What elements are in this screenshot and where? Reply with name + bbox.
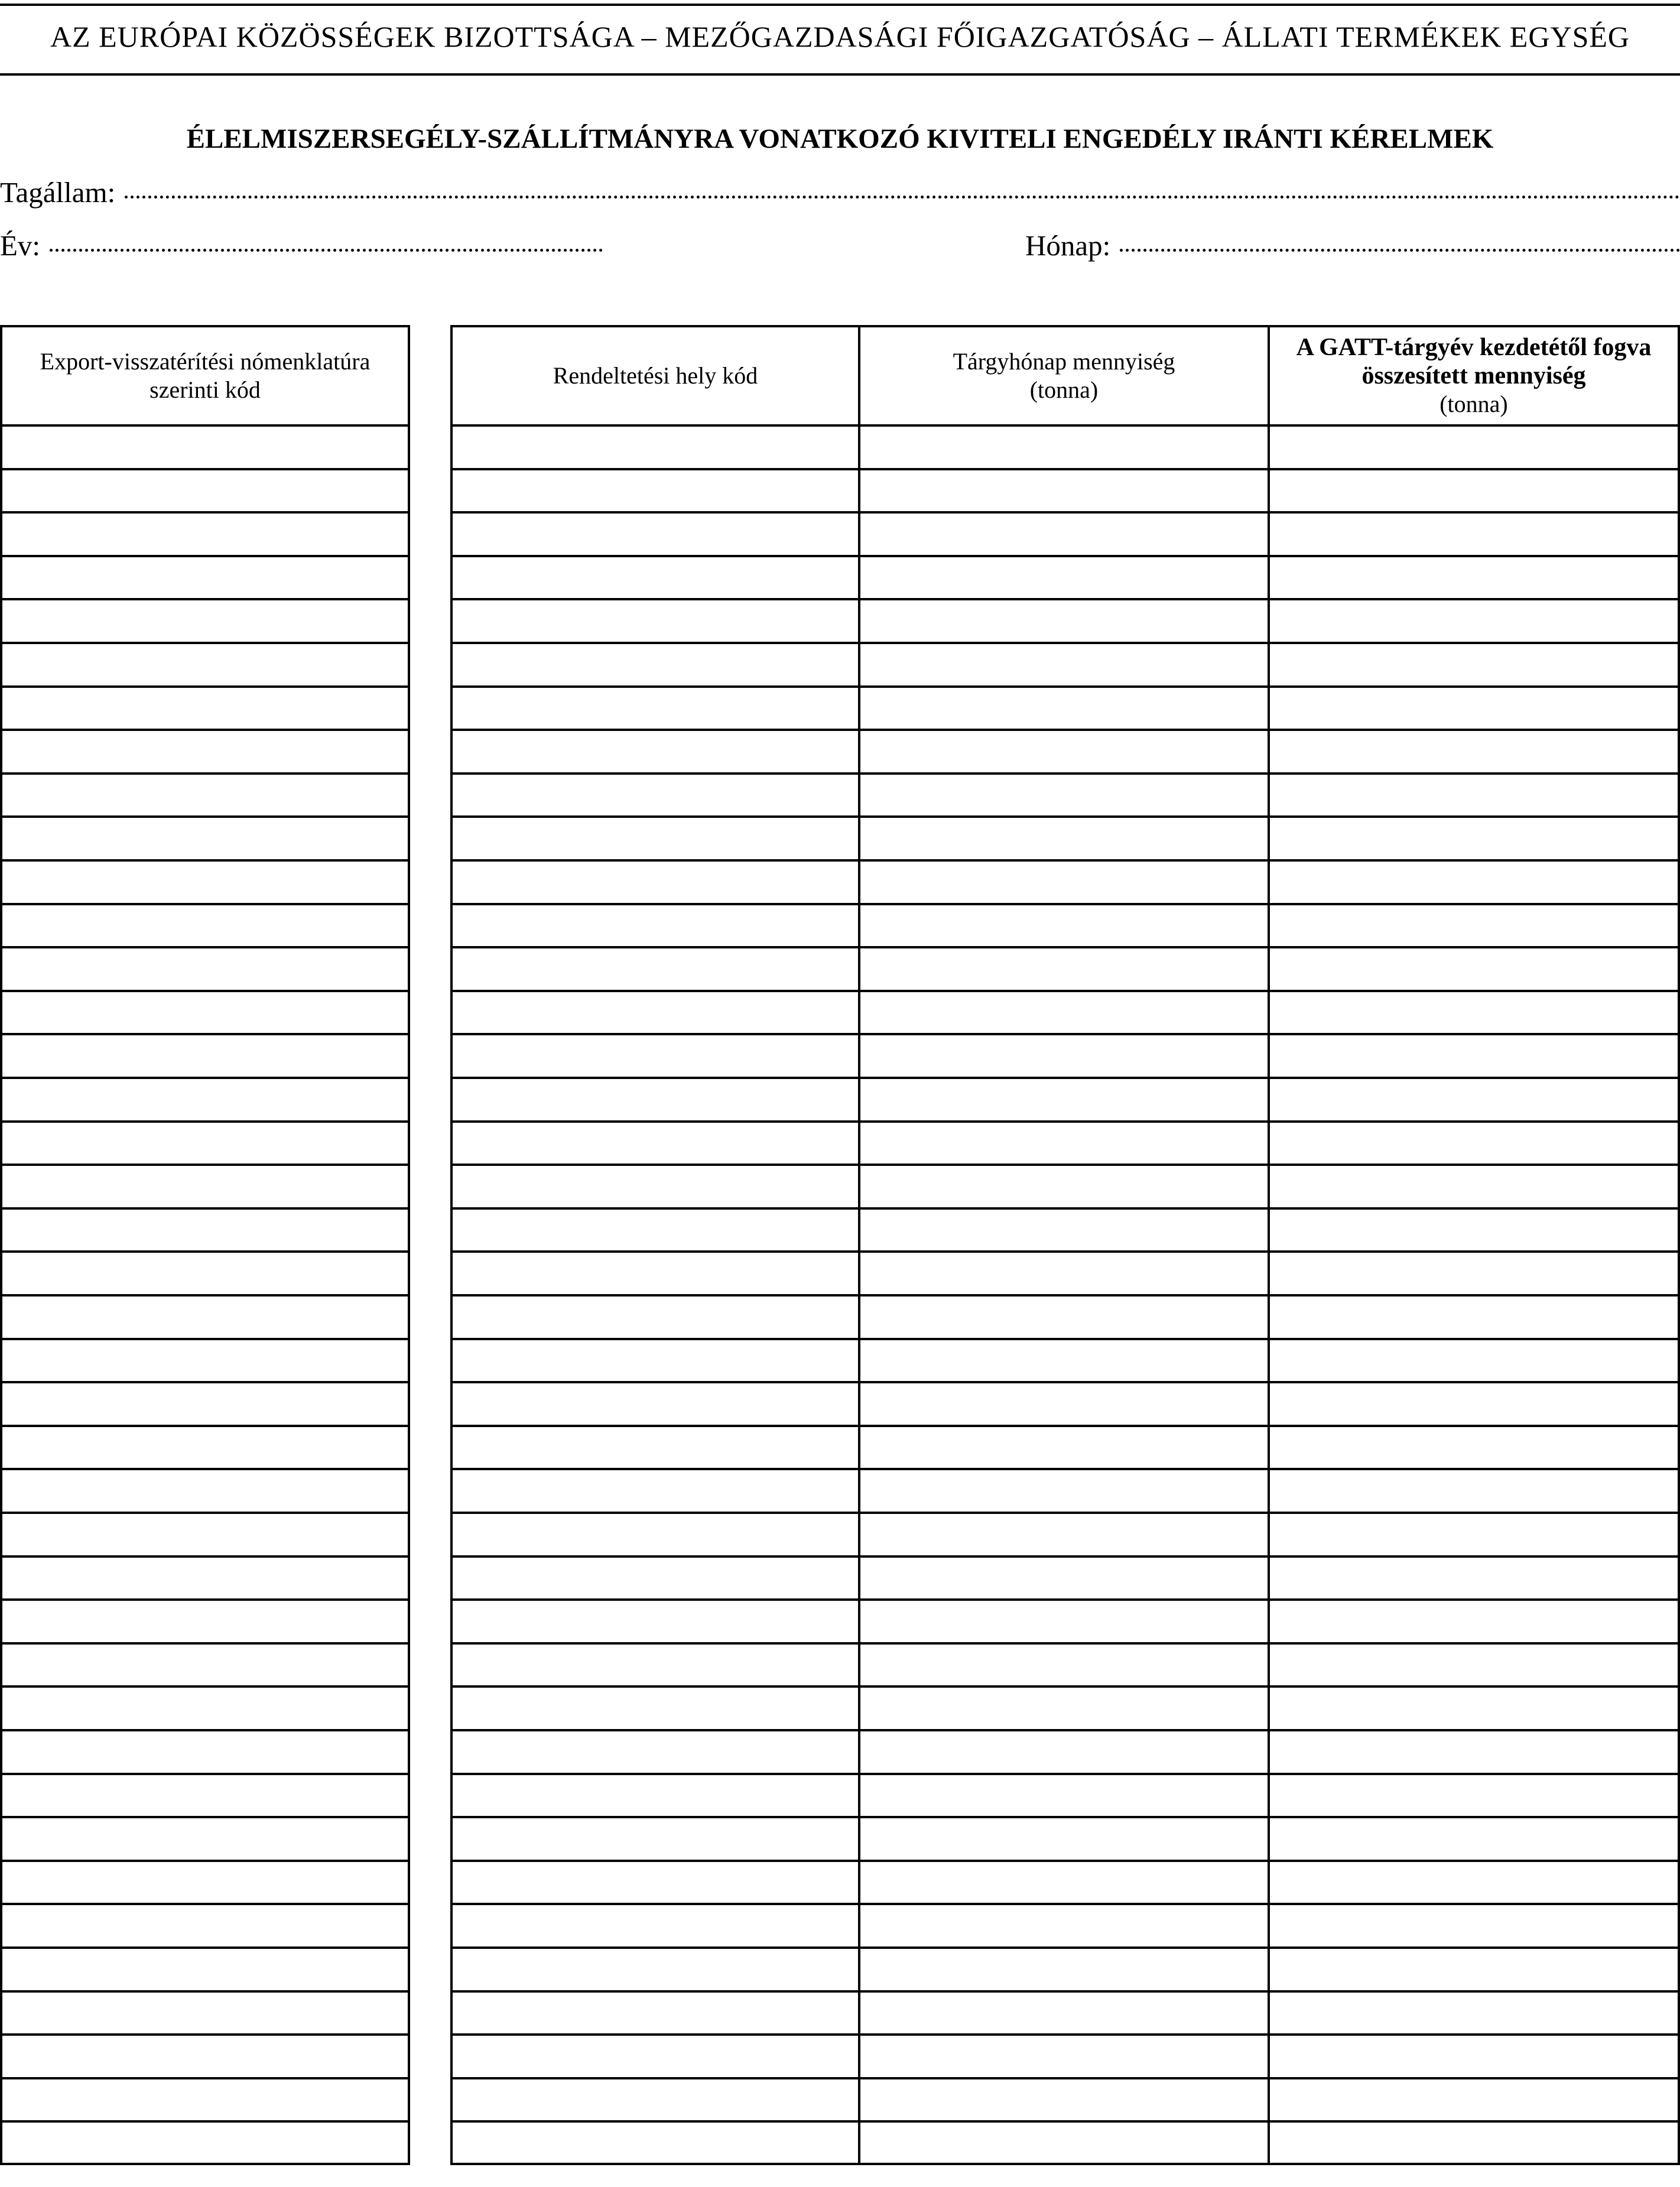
destination-code-cell[interactable] [450, 1946, 858, 1990]
month-quantity-cell[interactable] [858, 1773, 1268, 1816]
cumulative-quantity-cell[interactable] [1268, 1077, 1680, 1120]
month-quantity-cell[interactable] [858, 424, 1268, 468]
cumulative-quantity-cell[interactable] [1268, 1338, 1680, 1382]
month-label: Hónap: [1025, 229, 1111, 262]
column-header-nomenclature [0, 325, 410, 424]
nomenclature-code-cell[interactable] [0, 424, 410, 468]
nomenclature-code-cell[interactable] [0, 1773, 410, 1816]
nomenclature-code-cell[interactable] [0, 946, 410, 990]
cumulative-quantity-cell[interactable] [1268, 990, 1680, 1034]
month-quantity-cell[interactable] [858, 1990, 1268, 2034]
column-header-destination [450, 325, 858, 424]
destination-code-cell[interactable] [450, 1512, 858, 1555]
month-quantity-cell[interactable] [858, 1381, 1268, 1425]
destination-code-cell[interactable] [450, 511, 858, 555]
month-quantity-cell[interactable] [858, 1120, 1268, 1164]
month-quantity-cell[interactable] [858, 946, 1268, 990]
month-quantity-cell[interactable] [858, 1294, 1268, 1338]
destination-code-cell[interactable] [450, 598, 858, 642]
destination-code-cell[interactable] [450, 1598, 858, 1642]
cumulative-quantity-cell[interactable] [1268, 1946, 1680, 1990]
month-quantity-cell[interactable] [858, 1250, 1268, 1294]
nomenclature-code-cell[interactable] [0, 1207, 410, 1251]
column-header-cumulative-line2: összesített mennyiség [1361, 362, 1586, 389]
cumulative-quantity-cell[interactable] [1268, 555, 1680, 599]
cumulative-quantity-cell[interactable] [1268, 1555, 1680, 1599]
cumulative-quantity-cell[interactable] [1268, 1207, 1680, 1251]
cumulative-quantity-cell[interactable] [1268, 511, 1680, 555]
cumulative-quantity-cell[interactable] [1268, 1642, 1680, 1686]
destination-code-cell[interactable] [450, 1381, 858, 1425]
cumulative-quantity-cell[interactable] [1268, 2033, 1680, 2077]
year-field[interactable] [0, 228, 603, 264]
destination-code-cell[interactable] [450, 1425, 858, 1468]
destination-code-cell[interactable] [450, 946, 858, 990]
cumulative-quantity-cell[interactable] [1268, 1598, 1680, 1642]
destination-code-cell[interactable] [450, 1120, 858, 1164]
destination-code-cell[interactable] [450, 1729, 858, 1773]
cumulative-quantity-cell[interactable] [1268, 1294, 1680, 1338]
month-quantity-cell[interactable] [858, 1077, 1268, 1120]
destination-code-cell[interactable] [450, 1250, 858, 1294]
destination-code-cell[interactable] [450, 2033, 858, 2077]
destination-code-cell[interactable] [450, 1642, 858, 1686]
month-quantity-cell[interactable] [858, 468, 1268, 512]
destination-code-cell[interactable] [450, 1164, 858, 1207]
cumulative-quantity-cell[interactable] [1268, 1773, 1680, 1816]
month-quantity-cell[interactable] [858, 1468, 1268, 1512]
cumulative-quantity-cell[interactable] [1268, 859, 1680, 903]
destination-code-cell[interactable] [450, 1555, 858, 1599]
destination-code-cell[interactable] [450, 1207, 858, 1251]
month-quantity-cell[interactable] [858, 772, 1268, 816]
month-quantity-cell[interactable] [858, 642, 1268, 685]
destination-code-cell[interactable] [450, 424, 858, 468]
cumulative-quantity-cell[interactable] [1268, 642, 1680, 685]
cumulative-quantity-cell[interactable] [1268, 685, 1680, 729]
month-quantity-cell[interactable] [858, 1946, 1268, 1990]
cumulative-quantity-cell[interactable] [1268, 729, 1680, 772]
month-quantity-cell[interactable] [858, 859, 1268, 903]
nomenclature-code-cell[interactable] [0, 511, 410, 555]
nomenclature-code-cell[interactable] [0, 468, 410, 512]
destination-code-cell[interactable] [450, 2120, 858, 2165]
nomenclature-code-cell[interactable] [0, 1033, 410, 1077]
column-header-nomenclature-line1: Export-visszatérítési nómenklatúra [40, 348, 371, 375]
nomenclature-code-cell[interactable] [0, 1903, 410, 1946]
month-quantity-cell[interactable] [858, 1425, 1268, 1468]
nomenclature-code-cell[interactable] [0, 1685, 410, 1729]
column-header-nomenclature-line2: szerinti kód [150, 376, 261, 403]
nomenclature-code-cell[interactable] [0, 2120, 410, 2165]
month-quantity-cell[interactable] [858, 990, 1268, 1034]
nomenclature-code-cell[interactable] [0, 1120, 410, 1164]
nomenclature-code-cell[interactable] [0, 1816, 410, 1860]
nomenclature-code-cell[interactable] [0, 2077, 410, 2121]
month-quantity-cell[interactable] [858, 1729, 1268, 1773]
nomenclature-code-cell[interactable] [0, 1555, 410, 1599]
destination-code-cell[interactable] [450, 1685, 858, 1729]
month-quantity-cell[interactable] [858, 1598, 1268, 1642]
nomenclature-code-cell[interactable] [0, 903, 410, 947]
nomenclature-code-cell[interactable] [0, 1642, 410, 1686]
cumulative-quantity-cell[interactable] [1268, 424, 1680, 468]
cumulative-quantity-cell[interactable] [1268, 1816, 1680, 1860]
destination-code-cell[interactable] [450, 685, 858, 729]
column-header-month-quantity-line1: Tárgyhónap mennyiség [953, 348, 1175, 375]
cumulative-quantity-cell[interactable] [1268, 1860, 1680, 1903]
month-quantity-cell[interactable] [858, 903, 1268, 947]
cumulative-quantity-cell[interactable] [1268, 1120, 1680, 1164]
cumulative-quantity-cell[interactable] [1268, 1990, 1680, 2034]
nomenclature-code-cell[interactable] [0, 859, 410, 903]
cumulative-quantity-cell[interactable] [1268, 1685, 1680, 1729]
nomenclature-code-cell[interactable] [0, 815, 410, 859]
member-state-input-line[interactable] [125, 174, 1680, 199]
cumulative-quantity-cell[interactable] [1268, 1250, 1680, 1294]
destination-code-cell[interactable] [450, 642, 858, 685]
cumulative-quantity-cell[interactable] [1268, 1425, 1680, 1468]
nomenclature-code-cell[interactable] [0, 1729, 410, 1773]
nomenclature-code-cell[interactable] [0, 555, 410, 599]
destination-code-cell[interactable] [450, 859, 858, 903]
column-header-cumulative-line1: A GATT-tárgyév kezdetétől fogva [1296, 334, 1652, 361]
destination-code-cell[interactable] [450, 468, 858, 512]
nomenclature-code-cell[interactable] [0, 1294, 410, 1338]
column-header-destination-text: Rendeltetési hely kód [553, 362, 758, 389]
nomenclature-code-cell[interactable] [0, 1164, 410, 1207]
month-quantity-cell[interactable] [858, 815, 1268, 859]
cumulative-quantity-cell[interactable] [1268, 903, 1680, 947]
nomenclature-code-cell[interactable] [0, 1077, 410, 1120]
month-quantity-cell[interactable] [858, 555, 1268, 599]
cumulative-quantity-cell[interactable] [1268, 2120, 1680, 2165]
month-quantity-cell[interactable] [858, 1164, 1268, 1207]
destination-code-cell[interactable] [450, 1338, 858, 1382]
destination-code-cell[interactable] [450, 1773, 858, 1816]
nomenclature-code-cell[interactable] [0, 1425, 410, 1468]
destination-code-cell[interactable] [450, 1903, 858, 1946]
destination-code-cell[interactable] [450, 903, 858, 947]
destination-code-cell[interactable] [450, 1990, 858, 2034]
nomenclature-code-cell[interactable] [0, 2033, 410, 2077]
month-quantity-cell[interactable] [858, 1685, 1268, 1729]
header-rule [0, 73, 1680, 76]
destination-code-cell[interactable] [450, 772, 858, 816]
nomenclature-code-cell[interactable] [0, 1381, 410, 1425]
cumulative-quantity-cell[interactable] [1268, 772, 1680, 816]
destination-code-cell[interactable] [450, 815, 858, 859]
nomenclature-code-cell[interactable] [0, 990, 410, 1034]
nomenclature-code-cell[interactable] [0, 685, 410, 729]
month-quantity-cell[interactable] [858, 2077, 1268, 2121]
cumulative-quantity-cell[interactable] [1268, 815, 1680, 859]
column-header-month-quantity-line2: (tonna) [1029, 376, 1099, 403]
column-header-cumulative-quantity [1268, 325, 1680, 424]
nomenclature-code-cell[interactable] [0, 598, 410, 642]
month-quantity-cell[interactable] [858, 1642, 1268, 1686]
nomenclature-code-cell[interactable] [0, 642, 410, 685]
cumulative-quantity-cell[interactable] [1268, 598, 1680, 642]
cumulative-quantity-cell[interactable] [1268, 1381, 1680, 1425]
department-header: AZ EURÓPAI KÖZÖSSÉGEK BIZOTTSÁGA – MEZŐGAZDASÁGI FŐIGAZGATÓSÁG – ÁLLATI TERMÉKEK EGYSÉG [50, 20, 1630, 53]
nomenclature-code-cell[interactable] [0, 1990, 410, 2034]
destination-code-cell[interactable] [450, 1033, 858, 1077]
member-state-field[interactable] [0, 175, 1680, 210]
nomenclature-code-cell[interactable] [0, 772, 410, 816]
year-label: Év: [0, 229, 41, 262]
month-quantity-cell[interactable] [858, 1555, 1268, 1599]
month-quantity-cell[interactable] [858, 1860, 1268, 1903]
month-quantity-cell[interactable] [858, 1033, 1268, 1077]
nomenclature-code-table [0, 325, 410, 2165]
cumulative-quantity-cell[interactable] [1268, 1468, 1680, 1512]
nomenclature-code-cell[interactable] [0, 1598, 410, 1642]
cumulative-quantity-cell[interactable] [1268, 1164, 1680, 1207]
cumulative-quantity-cell[interactable] [1268, 1033, 1680, 1077]
destination-code-cell[interactable] [450, 1294, 858, 1338]
column-header-cumulative-line3: (tonna) [1439, 391, 1508, 417]
month-quantity-cell[interactable] [858, 1338, 1268, 1382]
month-field[interactable] [1025, 228, 1680, 264]
nomenclature-code-cell[interactable] [0, 1946, 410, 1990]
month-quantity-cell[interactable] [858, 1512, 1268, 1555]
destination-code-cell[interactable] [450, 1077, 858, 1120]
destination-code-cell[interactable] [450, 2077, 858, 2121]
cumulative-quantity-cell[interactable] [1268, 1729, 1680, 1773]
column-header-month-quantity [858, 325, 1268, 424]
month-quantity-cell[interactable] [858, 598, 1268, 642]
nomenclature-code-cell[interactable] [0, 729, 410, 772]
month-quantity-cell[interactable] [858, 1207, 1268, 1251]
nomenclature-code-cell[interactable] [0, 1860, 410, 1903]
month-quantity-cell[interactable] [858, 729, 1268, 772]
month-quantity-cell[interactable] [858, 511, 1268, 555]
month-quantity-cell[interactable] [858, 685, 1268, 729]
destination-code-cell[interactable] [450, 555, 858, 599]
nomenclature-code-cell[interactable] [0, 1250, 410, 1294]
destination-code-cell[interactable] [450, 729, 858, 772]
cumulative-quantity-cell[interactable] [1268, 946, 1680, 990]
month-quantity-cell[interactable] [858, 1903, 1268, 1946]
nomenclature-code-cell[interactable] [0, 1512, 410, 1555]
cumulative-quantity-cell[interactable] [1268, 468, 1680, 512]
month-quantity-cell[interactable] [858, 2033, 1268, 2077]
year-input-line[interactable] [50, 228, 603, 252]
nomenclature-code-cell[interactable] [0, 1338, 410, 1382]
destination-code-cell[interactable] [450, 990, 858, 1034]
destination-code-cell[interactable] [450, 1860, 858, 1903]
destination-code-cell[interactable] [450, 1468, 858, 1512]
cumulative-quantity-cell[interactable] [1268, 1903, 1680, 1946]
destination-code-cell[interactable] [450, 1816, 858, 1860]
month-input-line[interactable] [1120, 228, 1680, 252]
quantity-table [450, 325, 1680, 2165]
month-quantity-cell[interactable] [858, 2120, 1268, 2165]
top-rule [0, 4, 1680, 6]
nomenclature-code-cell[interactable] [0, 1468, 410, 1512]
member-state-label: Tagállam: [0, 176, 116, 209]
month-quantity-cell[interactable] [858, 1816, 1268, 1860]
cumulative-quantity-cell[interactable] [1268, 2077, 1680, 2121]
form-title: ÉLELMISZERSEGÉLY-SZÁLLÍTMÁNYRA VONATKOZÓ KIVITELI ENGEDÉLY IRÁNTI KÉRELMEK [186, 124, 1494, 154]
cumulative-quantity-cell[interactable] [1268, 1512, 1680, 1555]
